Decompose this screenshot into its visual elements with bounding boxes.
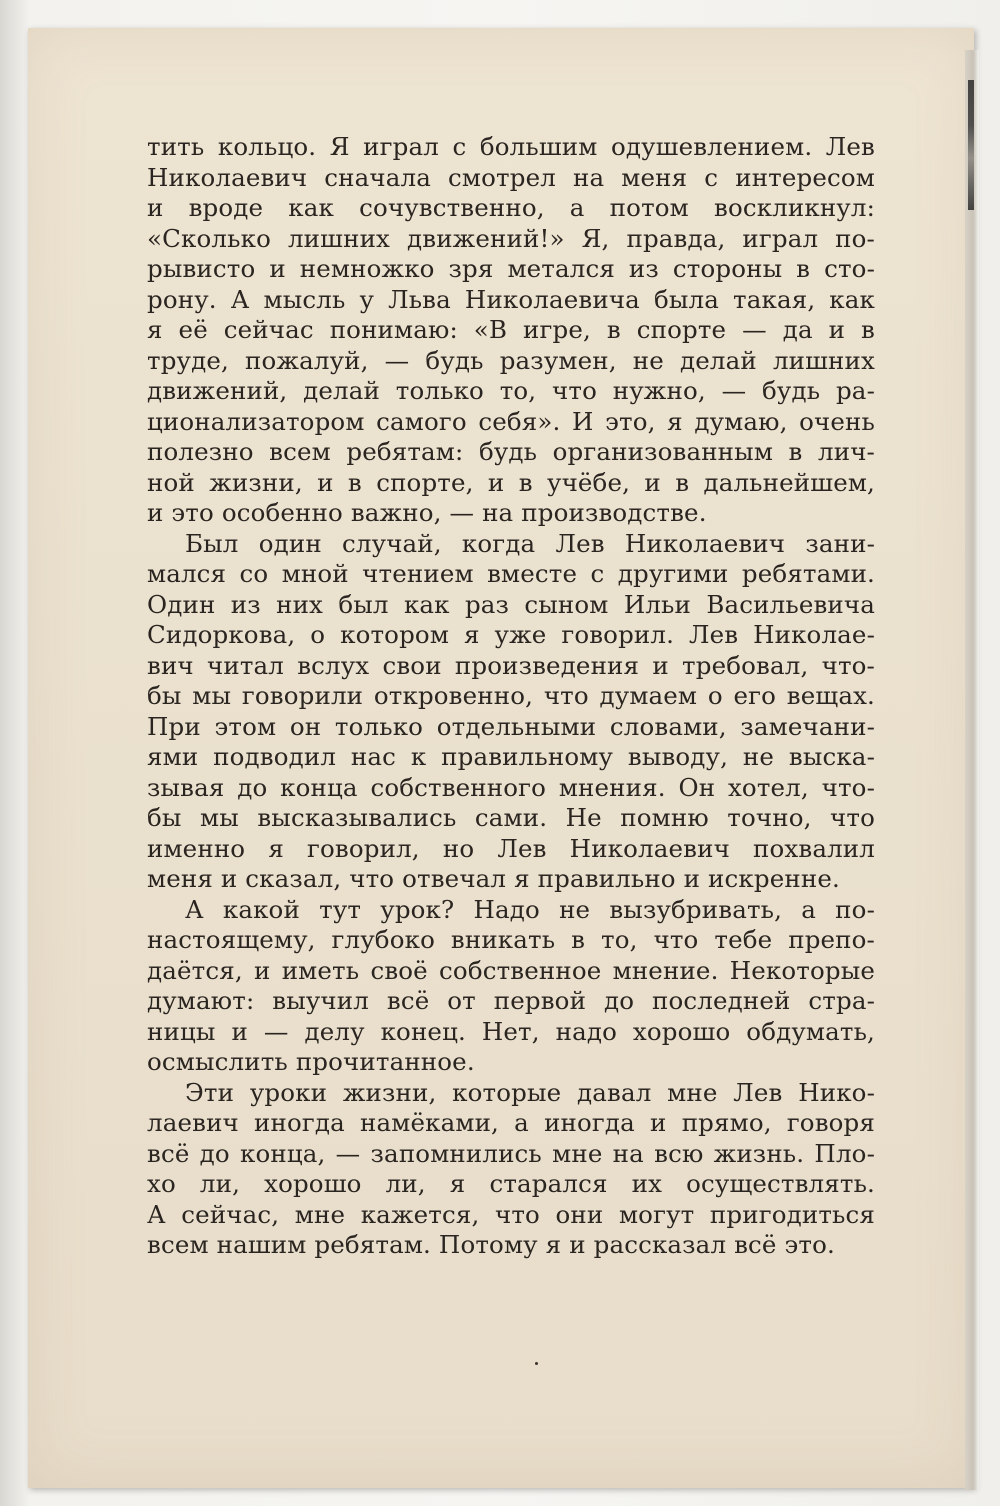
text-line: А сейчас, мне кажется, что они могут пригодиться [147,1199,875,1229]
text-line: Николаевич сначала смотрел на меня с интересом [147,162,875,192]
paragraph-start-line: А какой тут урок? Надо не вызубривать, а по- [185,894,875,924]
text-line: Один из них был как раз сыном Ильи Васильевича [147,589,875,619]
text-line: думают: выучил всё от первой до последней стра- [147,986,875,1015]
text-line: ницы и — делу конец. Нет, надо хорошо обдумать, [147,1016,875,1046]
text-line: «Сколько лишних движений!» Я, правда, играл по- [147,223,875,253]
text-line: даётся, и иметь своё собственное мнение. Некоторые [147,955,875,985]
page-edge [965,50,979,1490]
text-line: ной жизни, и в спорте, и в учёбе, и в дальнейшем, [147,467,875,497]
text-line: вич читал вслух свои произведения и требовал, что- [147,650,875,680]
text-line: труде, пожалуй, — будь разумен, не делай лишних [147,345,875,375]
text-line: рону. А мысль у Льва Николаевича была такая, как [147,284,875,314]
text-line: и это особенно важно, — на производстве. [147,498,707,527]
text-line: осмыслить прочитанное. [147,1047,475,1076]
text-line: именно я говорил, но Лев Николаевич похвалил [147,833,875,863]
text-line: полезно всем ребятам: будь организованным в лич- [147,437,875,466]
text-line: лаевич иногда намёками, а иногда и прямо, говоря [147,1108,875,1137]
text-line: бы мы говорили откровенно, что думаем о его вещах. [147,681,875,710]
binding-mark [968,80,974,210]
text-line: всем нашим ребятам. Потому я и рассказал всё это. [147,1230,835,1259]
text-line: Сидоркова, о котором я уже говорил. Лев Николае- [147,620,875,649]
text-line: всё до конца, — запомнились мне на всю жизнь. Пло- [147,1138,875,1168]
text-line: мался со мной чтением вместе с другими ребятами. [147,559,875,588]
text-line: ционализатором самого себя». И это, я думаю, очень [147,406,875,436]
page-text [147,132,875,1261]
page-speck [535,1362,538,1365]
paragraph-start-line: Эти уроки жизни, которые давал мне Лев Нико- [185,1077,875,1107]
text-line: я её сейчас понимаю: «В игре, в спорте — да и в [147,315,875,344]
text-line: ями подводил нас к правильному выводу, не выска- [147,742,875,771]
text-line: При этом он только отдельными словами, замечани- [147,711,875,741]
text-line: хо ли, хорошо ли, я старался их осуществлять. [147,1169,875,1198]
text-line: бы мы высказывались сами. Не помню точно, что [147,803,875,832]
text-line: и вроде как сочувственно, а потом воскликнул: [147,193,875,222]
text-line: рывисто и немножко зря метался из стороны в сто- [147,254,875,283]
text-line: настоящему, глубоко вникать в то, что тебе препо- [147,925,875,954]
paragraph-start-line: Был один случай, когда Лев Николаевич зани- [185,528,875,558]
text-line: тить кольцо. Я играл с большим одушевлением. Лев [147,132,875,161]
text-line: зывая до конца собственного мнения. Он хотел, что- [147,772,875,802]
text-line: движений, делай только то, что нужно, — будь ра- [147,376,875,405]
text-line: меня и сказал, что отвечал я правильно и искренне. [147,864,840,893]
